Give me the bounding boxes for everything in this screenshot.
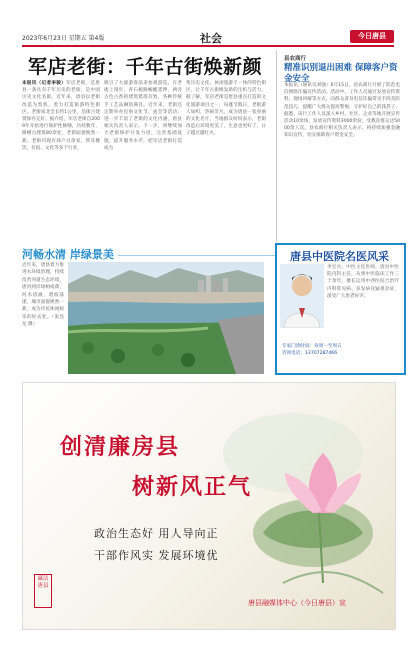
section-name: 社会 bbox=[200, 32, 222, 45]
river-photo bbox=[68, 262, 264, 374]
river-feature-text: 近年来，唐县着力推进水环境治理，持续改善河道生态环境，唐河两岸绿树成荫，河水清澈，碧波荡漾，城市面貌焕然一新，成为市民休闲娱乐的好去处。（张昌龙 摄） bbox=[22, 263, 64, 328]
river-feature-title bbox=[22, 246, 308, 262]
ad-signature: 唐县融媒体中心（今日唐县）宣 bbox=[248, 599, 346, 607]
main-article-text-1: 军店老街，是唐县一条具有千年历史的老街，是中国历史文化名街，近年来，唐县以老街改造为契机，着力打造旅游特色街区。老街南北全长约1公里，沿街古建筑保存完好。据介绍，军店老街自2009年开始进行保护性修缮，历经数年，修缮古建筑80余处，老街面貌焕然一新。老街内现有商户百余家，涉及餐饮、住宿、文化等多个行业， bbox=[22, 81, 100, 151]
ad-title-line-1: 创清廉房县 bbox=[60, 434, 181, 460]
right-news-kicker: 县农商行 bbox=[284, 56, 307, 62]
public-service-ad bbox=[22, 382, 396, 630]
main-article-byline: 本报讯（记者李骏） bbox=[22, 81, 67, 86]
paper-logo: 今日唐县 bbox=[350, 30, 394, 43]
lotus-illustration bbox=[23, 383, 395, 629]
river-feature-title-text: 河畅水清 岸绿景美 bbox=[22, 248, 114, 261]
river-photo-illustration bbox=[68, 262, 264, 374]
right-news-body: 本报讯（通讯员刘强）6月15日，县农商行开展了防范电信网络诈骗宣传活动。活动中，工作人员通过发放宣传资料、现场讲解等方式，向群众普及电信诈骗常见手段及防范技巧，提醒广大群众提高警惕，守护好自己的钱袋子。据悉，该行工作人员深入乡村、社区、企业等地开展宣传活动10余场，发放宣传资料3000余份，受教育群众达5000余人次。县农商行相关负责人表示，将持续加强金融知识宣传，切实保障客户资金安全。 bbox=[284, 83, 400, 139]
column-divider bbox=[276, 50, 277, 242]
ad-title-line-2: 树新风正气 bbox=[132, 474, 253, 500]
issue-date: 2023年6月23日 星期五 第4版 bbox=[22, 35, 105, 42]
header-rule bbox=[22, 45, 394, 47]
doctor-profile-footer bbox=[282, 343, 400, 357]
page-header bbox=[22, 30, 394, 44]
doctor-profile-title: 唐县中医院名医风采 bbox=[290, 250, 389, 263]
doctor-profile-text: 李宏兵，中医主任医师，唐县中医院内科主任，从事中医临床工作三十余年，擅长运用中西医结合治疗内科常见病、多发病及疑难杂症，深受广大患者好评。 bbox=[327, 265, 399, 299]
ad-seal-stamp: 廉洁唐县 bbox=[34, 574, 52, 608]
doctor-clinic-hours: 专家门诊时间：每周一至周五 bbox=[282, 344, 342, 349]
main-article-col-2: 吸引了大量游客前来参观游览。在老街上漫步，青石板路蜿蜒延伸，两旁古色古香的建筑错落有致，各种传统手工艺品琳琅满目。近年来，老街还定期举办民俗文化节、庙会等活动，进一步丰富了老街的文化内涵。唐县相关负责人表示，下一步，将继续加大老街保护开发力度，完善基础设施，提升服务水平，把军店老街打造成为 bbox=[104, 81, 182, 151]
main-article-col-3: 集历史文化、休闲旅游于一体的特色街区，让千年古街焕发新的生机与活力。据了解，军店老街是唐县重点打造的文化旅游项目之一，每逢节假日，老街游人如织，热闹非凡，成为唐县一张亮丽的文化名片。当地群众纷纷表示，老街改造后环境更美了，生意也更好了，日子越过越红火。 bbox=[186, 81, 266, 137]
ad-slogan-1: 政治生态好 用人导向正 bbox=[94, 527, 219, 540]
doctor-phone: 咨询电话：13707287466 bbox=[282, 351, 338, 356]
doctor-portrait-illustration bbox=[280, 264, 324, 328]
main-article-title: 军店老街：千年古街焕新颜 bbox=[28, 56, 263, 78]
right-news-title: 精准识别退出困难 保障客户资金安全 bbox=[284, 63, 398, 84]
main-article-col-1 bbox=[22, 80, 100, 244]
doctor-photo bbox=[280, 264, 324, 328]
ad-slogan-2: 干部作风实 发展环境优 bbox=[94, 549, 219, 562]
